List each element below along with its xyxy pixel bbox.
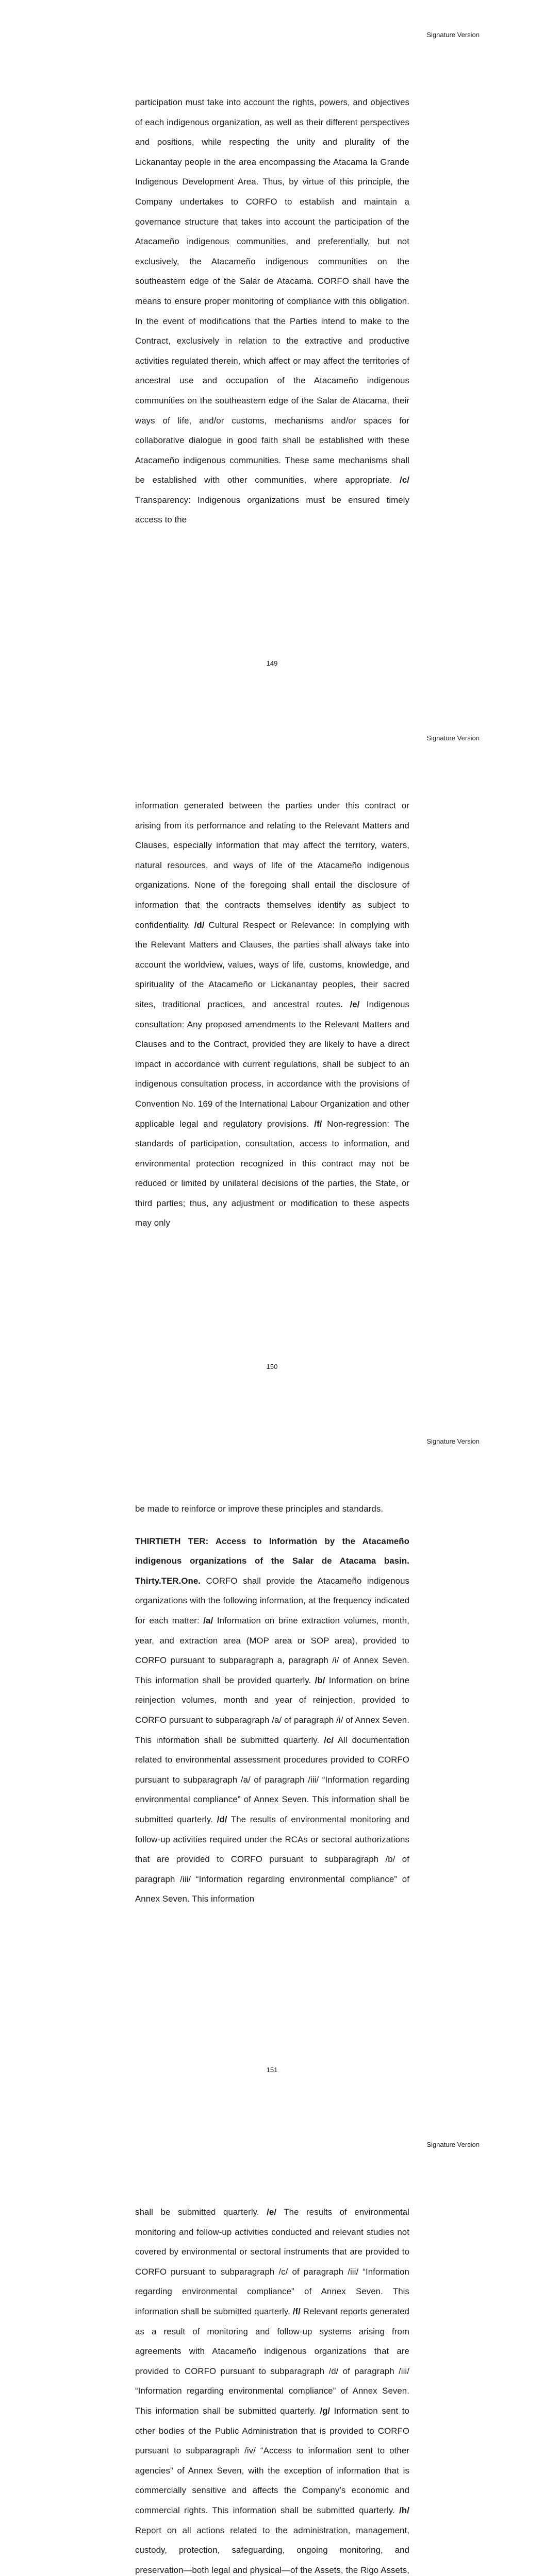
item-marker: /h/ xyxy=(399,2505,409,2515)
item-marker: . /e/ xyxy=(340,999,360,1009)
item-marker: /a/ xyxy=(203,1615,213,1625)
page-number: 151 xyxy=(266,2066,278,2074)
document-page xyxy=(0,2110,544,2576)
document-page xyxy=(0,703,544,1406)
item-marker: /d/ xyxy=(217,1814,227,1824)
clause-paragraph xyxy=(135,1532,409,1909)
document-page xyxy=(0,1406,544,2110)
text-segment: shall be submitted quarterly. xyxy=(135,2207,267,2217)
text-segment: Information on brine reinjection volumes, month and year of reinjection, provided to CORFO pursuant to subparagraph /a/ of paragraph /i/ of Annex Seven. This information shall be submitted quarterly. xyxy=(135,1675,409,1745)
document-page xyxy=(0,0,544,703)
text-segment: participation must take into account the rights, powers, and objectives of each indigenous organization, as well as their different perspectives and positions, while respecting the unity and plurality of the Lickanantay people in the area encompassing the Atacama la Grande Indigenous Development Area. Thus, by virtue of this principle, the Company undertakes to CORFO to establish and maintain a governance structure that takes into account the participation of the Atacameño indigenous communities, and preferentially, but not exclusively, the Atacameño indigenous communities on the southeastern edge of the Salar de Atacama. CORFO shall have the means to ensure proper monitoring of compliance with this obligation. In the event of modifications that the Parties intend to make to the Contract, exclusively in relation to the extractive and productive activities regulated therein, which affect or may affect the territories of ancestral use and occupation of the Atacameño indigenous communities on the southeastern edge of the Salar de Atacama, their ways of life, and/or customs, mechanisms and/or spaces for collaborative dialogue in good faith shall be established with these Atacameño indigenous communities. These same mechanisms shall be established with other communities, where appropriate. xyxy=(135,97,409,485)
page-header: Signature Version xyxy=(426,2141,480,2148)
page-number: 149 xyxy=(266,659,278,667)
item-marker: /f/ xyxy=(292,2306,301,2316)
body-paragraph xyxy=(135,93,409,530)
page-header: Signature Version xyxy=(426,1437,480,1445)
body-paragraph xyxy=(135,2202,409,2576)
page-body xyxy=(135,1499,409,1909)
page-header: Signature Version xyxy=(426,31,480,39)
text-segment: Indigenous consultation: Any proposed amendments to the Relevant Matters and Clauses and to the Contract, provided they are likely to have a direct impact in accordance with current regulations, shall be subject to an indigenous consultation process, in accordance with the provisions of Convention No. 169 of the International Labour Organization and other applicable legal and regulatory provisions. xyxy=(135,999,410,1129)
text-segment: Transparency: Indigenous organizations must be ensured timely access to the xyxy=(135,495,409,525)
item-marker: /d/ xyxy=(194,920,205,930)
text-segment: All documentation related to environmental assessment procedures provided to CORFO pursuant to subparagraph /a/ of paragraph /iii/ “Information regarding environmental compliance” of Annex Seven. This information shall be submitted quarterly. xyxy=(135,1735,409,1824)
text-segment: Cultural Respect or Relevance: In complying with the Relevant Matters and Clauses, the parties shall always take into account the worldview, values, ways of life, customs, knowledge, and spirituality of the Atacameño or Lickanantay peoples, their sacred sites, traditional practices, and ancestral routes xyxy=(135,920,409,1009)
item-marker: /c/ xyxy=(324,1735,334,1745)
text-segment: Information on brine extraction volumes, month, year, and extraction area (MOP area or SOP area), provided to CORFO pursuant to subparagraph a, paragraph /i/ of Annex Seven. This information shall be provided quarterly. xyxy=(135,1615,409,1685)
text-segment: Information sent to other bodies of the Public Administration that is provided to CORFO pursuant to subparagraph /iv/ “Access to information sent to other agencies” of Annex Seven, with the exception of information that is commercially sensitive and affects the Company’s economic and commercial rights. This information shall be submitted quarterly. xyxy=(135,2405,409,2515)
item-marker: /c/ xyxy=(400,475,409,485)
clause-heading: THIRTIETH TER: Access to Information by the Atacameño indigenous organizations of the Salar de Atacama basin. Thirty.TER.One. xyxy=(135,1536,409,1586)
page-number: 150 xyxy=(266,1363,278,1370)
body-paragraph xyxy=(135,1499,409,1519)
text-segment: Report on all actions related to the administration, management, custody, protection, safeguarding, ongoing monitoring, and preservation—both legal and physical—of the Assets, the Rigo Assets, xyxy=(135,2525,409,2575)
text-segment: Relevant reports generated as a result of monitoring and follow-up systems arising from agreements with Atacameño indigenous organizations that are provided to CORFO pursuant to subparagraph /d/ of paragraph /iii/ “Information regarding environmental compliance” of Annex Seven. This information shall be submitted quarterly. xyxy=(135,2306,409,2416)
body-paragraph xyxy=(135,796,409,1233)
text-segment: information generated between the parties under this contract or arising from its performance and relating to the Relevant Matters and Clauses, especially information that may affect the territory, waters, natural resources, and ways of life of the Atacameño indigenous organizations. None of the foregoing shall entail the disclosure of information that the contracts themselves identify as subject to confidentiality. xyxy=(135,801,409,930)
page-body xyxy=(135,2202,409,2576)
page-body xyxy=(135,93,409,530)
item-marker: /f/ xyxy=(314,1118,322,1129)
item-marker: /e/ xyxy=(267,2207,277,2217)
text-segment: Non-regression: The standards of participation, consultation, access to information, and environmental protection recognized in this contract may not be reduced or limited by unilateral decisions of the parties, the State, or third parties; thus, any adjustment or modification to these aspects may only xyxy=(135,1118,409,1228)
item-marker: /b/ xyxy=(315,1675,325,1685)
page-header: Signature Version xyxy=(426,734,480,742)
text-segment: The results of environmental monitoring and follow-up activities conducted and relevant studies not covered by environmental or sectoral instruments that are provided to CORFO pursuant to subparagraph /c/ of paragraph /iii/ “Information regarding environmental compliance” of Annex Seven. This information shall be submitted quarterly. xyxy=(135,2207,409,2316)
text-segment: The results of environmental monitoring and follow-up activities required under the RCAs or sectoral authorizations that are provided to CORFO pursuant to subparagraph /b/ of paragraph /iii/ “Information regarding environmental compliance” of Annex Seven. This information xyxy=(135,1814,409,1904)
page-body xyxy=(135,796,409,1233)
text-segment: be made to reinforce or improve these principles and standards. xyxy=(135,1504,384,1514)
item-marker: /g/ xyxy=(320,2405,331,2416)
text-segment: CORFO shall provide the Atacameño indigenous organizations with the following information, at the frequency indicated for each matter: xyxy=(135,1575,409,1625)
